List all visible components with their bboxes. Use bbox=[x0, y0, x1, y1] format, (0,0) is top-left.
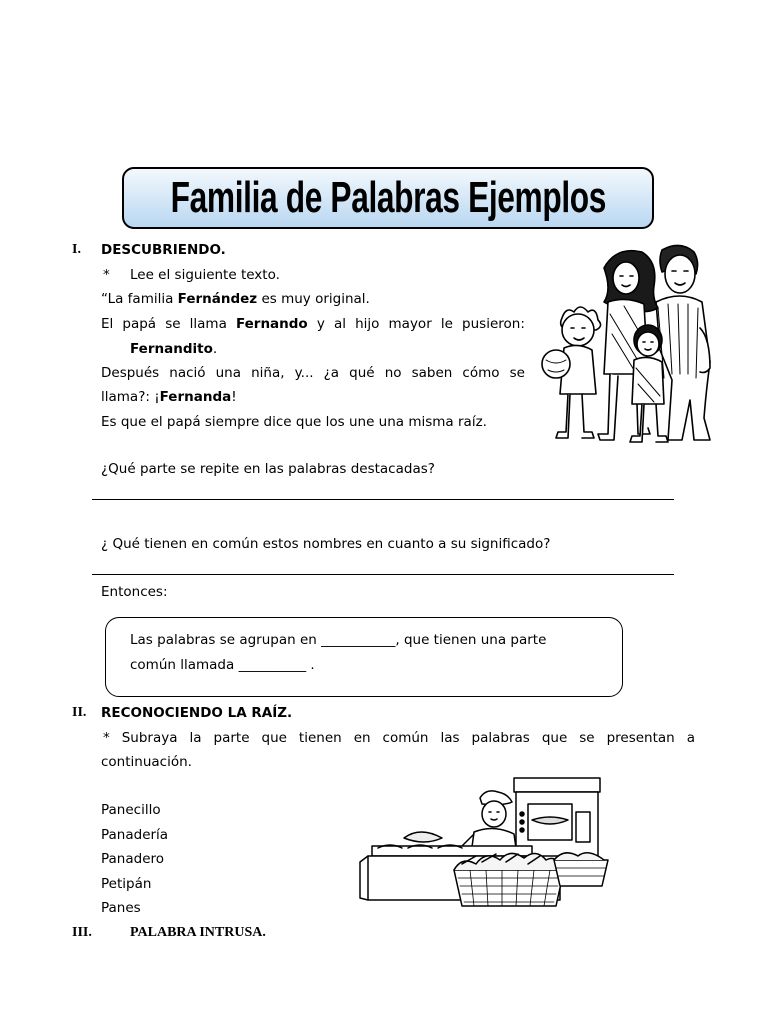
section-1-bullet: * bbox=[103, 267, 110, 283]
story-line-4: Después nació una niña, y... ¿a qué no saben cómo se bbox=[101, 365, 525, 381]
bakery-illustration bbox=[358, 774, 616, 914]
word-item: Panes bbox=[101, 900, 141, 916]
section-3-heading: PALABRA INTRUSA. bbox=[130, 925, 266, 940]
title-banner bbox=[122, 167, 654, 229]
entonces-label: Entonces: bbox=[101, 584, 168, 600]
section-2-instruction-line-2: continuación. bbox=[101, 754, 192, 770]
page-title: Familia de Palabras Ejemplos bbox=[170, 173, 606, 222]
section-1-instruction: Lee el siguiente texto. bbox=[130, 267, 280, 283]
section-3-number: III. bbox=[72, 925, 92, 940]
question-1: ¿Qué parte se repite en las palabras destacadas? bbox=[101, 461, 435, 477]
highlight-fernando: Fernando bbox=[235, 316, 308, 332]
concept-line-2: común llamada __________ . bbox=[130, 657, 315, 673]
highlight-fernandito: Fernandito bbox=[130, 341, 213, 357]
story-line-3: Fernandito. bbox=[130, 341, 218, 357]
word-item: Petipán bbox=[101, 876, 152, 892]
section-2-bullet: * bbox=[103, 730, 110, 746]
story-line-2: El papá se llama Fernando y al hijo mayor le pusieron: bbox=[101, 316, 525, 332]
answer-line-2[interactable] bbox=[92, 574, 674, 575]
section-2-instruction-line-1: * Subraya la parte que tienen en común las palabras que se presentan a bbox=[103, 730, 695, 746]
word-item: Panecillo bbox=[101, 802, 161, 818]
section-1-number: I. bbox=[72, 242, 81, 257]
question-2: ¿ Qué tienen en común estos nombres en cuanto a su significado? bbox=[101, 536, 551, 552]
word-item: Panadería bbox=[101, 827, 169, 843]
word-item: Panadero bbox=[101, 851, 165, 867]
story-line-6: Es que el papá siempre dice que los une una misma raíz. bbox=[101, 414, 487, 430]
section-1-heading: DESCUBRIENDO. bbox=[101, 242, 226, 258]
answer-line-1[interactable] bbox=[92, 499, 674, 500]
highlight-fernandez: Fernández bbox=[177, 291, 258, 307]
concept-line-1: Las palabras se agrupan en ___________, que tienen una parte bbox=[130, 632, 547, 648]
section-2-number: II. bbox=[72, 705, 87, 720]
family-illustration bbox=[538, 238, 718, 454]
section-2-heading: RECONOCIENDO LA RAÍZ. bbox=[101, 705, 293, 721]
highlight-fernanda: Fernanda bbox=[159, 389, 232, 405]
story-line-1: “La familia Fernández es muy original. bbox=[101, 291, 370, 307]
story-line-5: llama?: ¡Fernanda! bbox=[101, 389, 237, 405]
